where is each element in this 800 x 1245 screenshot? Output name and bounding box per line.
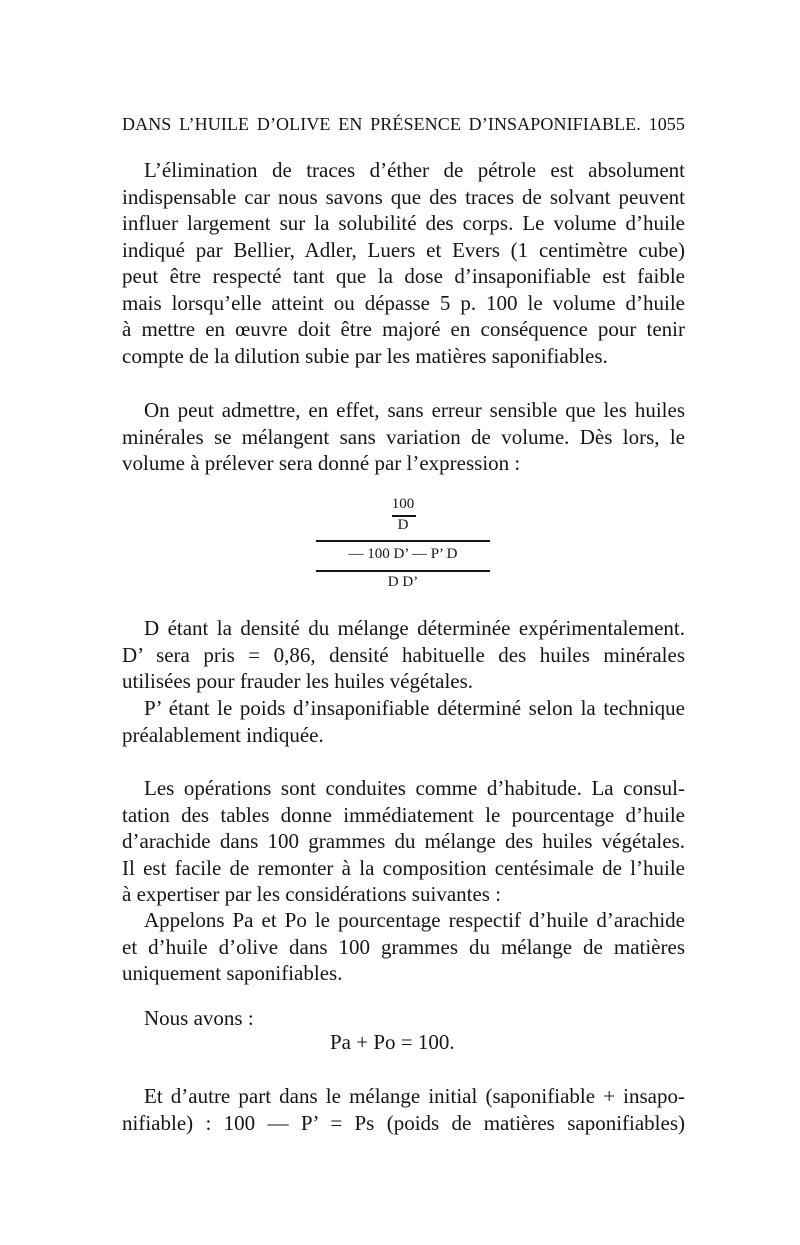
text-line: mais lorsqu’elle atteint ou dépasse 5 p. 100 le volume d’huile [122, 290, 685, 315]
paragraph-nous-avons [122, 1005, 685, 1032]
text-line: peut être respecté tant que la dose d’insaponifiable est faible [122, 264, 685, 288]
text-line: P’ étant le poids d’insaponifiable déterminé selon la technique [144, 696, 685, 720]
paragraph-density-definitions [122, 615, 685, 695]
text-line: Nous avons : [144, 1006, 254, 1030]
text-line: utilisées pour frauder les huiles végétales. [122, 669, 474, 693]
text-line: uniquement saponifiables. [122, 961, 343, 985]
text-line: minérales se mélangent sans variation de volume. Dès lors, le [122, 424, 685, 449]
formula-top-numerator: 100 [391, 496, 415, 512]
text-line: compte de la dilution subie par les matières saponifiables. [122, 343, 608, 368]
paragraph-initial-mixture [122, 1083, 685, 1136]
text-line: D’ sera pris = 0,86, densité habituelle des huiles minérales [122, 642, 685, 667]
formula-top-denominator: D [397, 517, 409, 533]
text-line: Les opérations sont conduites comme d’habitude. La consul- [144, 776, 685, 800]
text-line: volume à prélever sera donné par l’expression : [122, 451, 521, 475]
text-line: D étant la densité du mélange déterminée expérimentalement. [144, 616, 685, 640]
formula-main-fraction-bar [316, 570, 490, 572]
text-line: L’élimination de traces d’éther de pétrole est absolument [144, 158, 685, 182]
text-line: à expertiser par les considérations suivantes : [122, 882, 502, 906]
text-line: préalablement indiquée. [122, 722, 324, 747]
text-line: Appelons Pa et Po le pourcentage respectif d’huile d’arachide [144, 908, 685, 932]
equation-pa-po: Pa + Po = 100. [330, 1030, 455, 1054]
formula-middle-term: — 100 D’ — P’ D [348, 546, 458, 562]
running-header [122, 114, 685, 135]
text-line: Il est facile de remonter à la composition centésimale de l’huile [122, 855, 685, 880]
text-line: Et d’autre part dans le mélange initial (saponifiable + insapo- [144, 1084, 685, 1108]
paragraph-operations [122, 775, 685, 908]
formula-upper-fraction-bar [316, 540, 490, 542]
text-line: et d’huile d’olive dans 100 grammes du mélange de matières [122, 934, 685, 959]
paragraph-solvent-elimination [122, 157, 685, 369]
running-title: DANS L’HUILE D’OLIVE EN PRÉSENCE D’INSAPONIFIABLE. [122, 114, 641, 134]
text-line: indiqué par Bellier, Adler, Luers et Evers (1 centimètre cube) [122, 237, 685, 262]
text-line: On peut admettre, en effet, sans erreur sensible que les huiles [144, 398, 685, 422]
text-line: nifiable) : 100 — P’ = Ps (poids de matières saponifiables) [122, 1110, 685, 1135]
paragraph-volume-expression [122, 397, 685, 477]
text-line: indispensable car nous savons que des traces de solvant peuvent [122, 184, 685, 209]
formula-denominator: D D’ [387, 574, 419, 590]
text-line: influer largement sur la solubilité des corps. Le volume d’huile [122, 211, 685, 235]
text-line: d’arachide dans 100 grammes du mélange des huiles végétales. [122, 829, 685, 853]
page-number: 1055 [648, 114, 685, 134]
paragraph-percentages [122, 907, 685, 987]
text-line: tation des tables donne immédiatement le pourcentage d’huile [122, 802, 685, 827]
text-line: à mettre en œuvre doit être majoré en conséquence pour tenir [122, 317, 685, 341]
paragraph-unsaponifiable-weight [122, 695, 685, 748]
